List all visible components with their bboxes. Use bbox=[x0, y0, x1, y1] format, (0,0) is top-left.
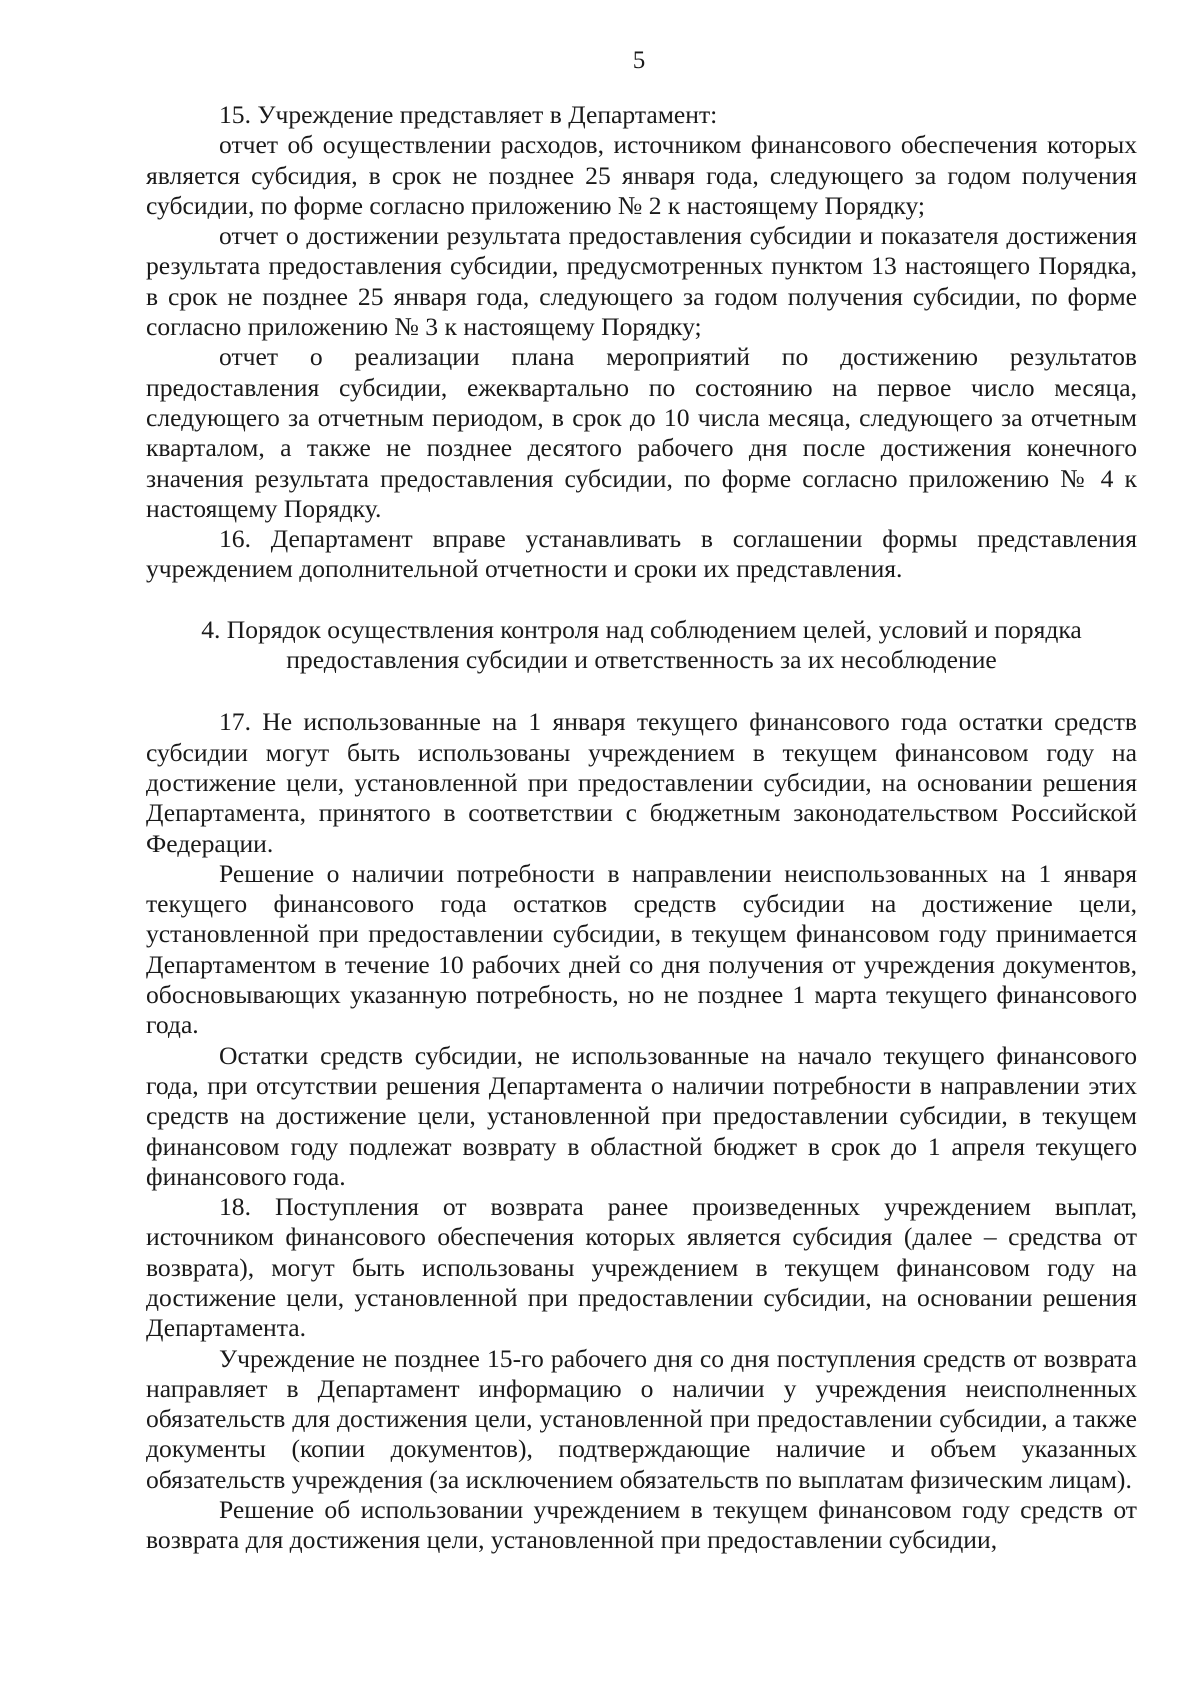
section-4-heading bbox=[146, 585, 1137, 708]
paragraph-15-report-expenses: отчет об осуществлении расходов, источником финансового обеспечения которых является субсидия, в срок не позднее 25 января года, следующего за годом получения субсидии, по форме согласно приложению № 2 к настоящему Порядку; bbox=[146, 130, 1137, 220]
section-4-heading-line-2: предоставления субсидии и ответственность за их несоблюдение bbox=[286, 645, 997, 675]
paragraph-18-institution: Учреждение не позднее 15-го рабочего дня со дня поступления средств от возврата направляет в Департамент информацию о наличии у учреждения неисполненных обязательств для достижения цели, установленной при предоставлении субсидии, а также документы (копии документов), подтверждающие наличие и объем указанных обязательств учреждения (за исключением обязательств по выплатам физическим лицам). bbox=[146, 1343, 1137, 1494]
paragraph-18-decision: Решение об использовании учреждением в текущем финансовом году средств от возврата для достижения цели, установленной при предоставлении субсидии, bbox=[146, 1495, 1137, 1555]
paragraph-17: 17. Не использованные на 1 января текущего финансового года остатки средств субсидии могут быть использованы учреждением в текущем финансовом году на достижение цели, установленной при предоставлении субсидии, на основании решения Департамента, принятого в соответствии с бюджетным законодательством Российской Федерации. bbox=[146, 707, 1137, 858]
paragraph-17-decision: Решение о наличии потребности в направлении неиспользованных на 1 января текущего финансового года остатков средств субсидии на достижение цели, установленной при предоставлении субсидии, в текущем финансовом году принимается Департаментом в течение 10 рабочих дней со дня получения от учреждения документов, обосновывающих указанную потребность, но не позднее 1 марта текущего финансового года. bbox=[146, 858, 1137, 1040]
page-number: 5 bbox=[632, 47, 646, 74]
paragraph-18: 18. Поступления от возврата ранее произведенных учреждением выплат, источником финансового обеспечения которых является субсидия (далее – средства от возврата), могут быть использованы учреждением в текущем финансовом году на достижение цели, установленной при предоставлении субсидии, на основании решения Департамента. bbox=[146, 1192, 1137, 1343]
document-body bbox=[146, 100, 1137, 1556]
section-4-heading-line-1: 4. Порядок осуществления контроля над соблюдением целей, условий и порядка bbox=[201, 614, 1082, 644]
paragraph-15-report-plan: отчет о реализации плана мероприятий по достижению результатов предоставления субсидии, ежеквартально по состоянию на первое число месяца, следующего за отчетным периодом, в срок до 10 числа месяца, следующего за отчетным кварталом, а также не позднее десятого рабочего дня после достижения конечного значения результата предоставления субсидии, по форме согласно приложению № 4 к настоящему Порядку. bbox=[146, 342, 1137, 523]
paragraph-16: 16. Департамент вправе устанавливать в соглашении формы представления учреждением дополнительной отчетности и сроки их представления. bbox=[146, 524, 1137, 584]
paragraph-15-intro: 15. Учреждение представляет в Департамент: bbox=[219, 100, 718, 129]
paragraph-17-remains: Остатки средств субсидии, не использованные на начало текущего финансового года, при отсутствии решения Департамента о наличии потребности в направлении этих средств на достижение цели, установленной при предоставлении субсидии, в текущем финансовом году подлежат возврату в областной бюджет в срок до 1 апреля текущего финансового года. bbox=[146, 1040, 1137, 1191]
paragraph-15-report-results: отчет о достижении результата предоставления субсидии и показателя достижения результата предоставления субсидии, предусмотренных пунктом 13 настоящего Порядка, в срок не позднее 25 января года, следующего за годом получения субсидии, по форме согласно приложению № 3 к настоящему Порядку; bbox=[146, 221, 1137, 342]
